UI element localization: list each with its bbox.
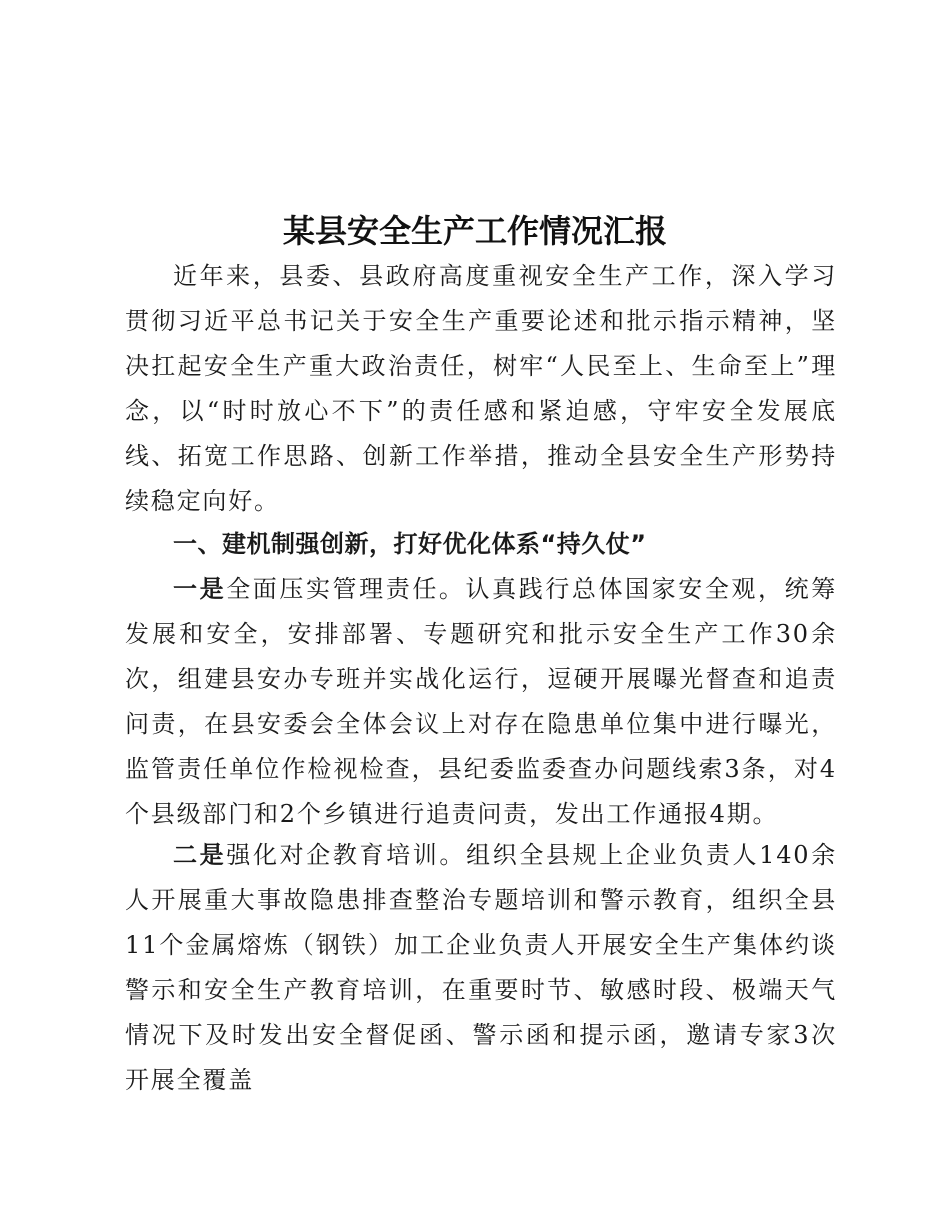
point-two-lead: 二是 <box>173 841 227 869</box>
point-two-text: 强化对企教育培训。组织全县规上企业负责人140余人开展重大事故隐患排查整治专题培训和警示教育，组织全县11个金属熔炼（钢铁）加工企业负责人开展安全生产集体约谈警示和安全生产教育培训，在重要时节、敏感时段、极端天气情况下及时发出安全督促函、警示函和提示函，邀请专家3次开展全覆盖 <box>125 841 837 1094</box>
point-two-paragraph <box>125 833 837 1103</box>
point-one-paragraph <box>125 567 837 837</box>
intro-paragraph: 近年来，县委、县政府高度重视安全生产工作，深入学习贯彻习近平总书记关于安全生产重要论述和批示指示精神，坚决扛起安全生产重大政治责任，树牢“人民至上、生命至上”理念，以“时时放心不下”的责任感和紧迫感，守牢安全发展底线、拓宽工作思路、创新工作举措，推动全县安全生产形势持续稳定向好。 <box>125 262 837 515</box>
document-title: 某县安全生产工作情况汇报 <box>282 212 667 250</box>
section-heading: 一、建机制强创新，打好优化体系“持久仗” <box>173 530 647 558</box>
point-one-lead: 一是 <box>173 575 227 603</box>
point-one-text: 全面压实管理责任。认真践行总体国家安全观，统筹发展和安全，安排部署、专题研究和批示安全生产工作30余次，组建县安办专班并实战化运行，逗硬开展曝光督查和追责问责，在县安委会全体会议上对存在隐患单位集中进行曝光，监管责任单位作检视检查，县纪委监委查办问题线索3条，对4个县级部门和2个乡镇进行追责问责，发出工作通报4期。 <box>125 575 837 828</box>
